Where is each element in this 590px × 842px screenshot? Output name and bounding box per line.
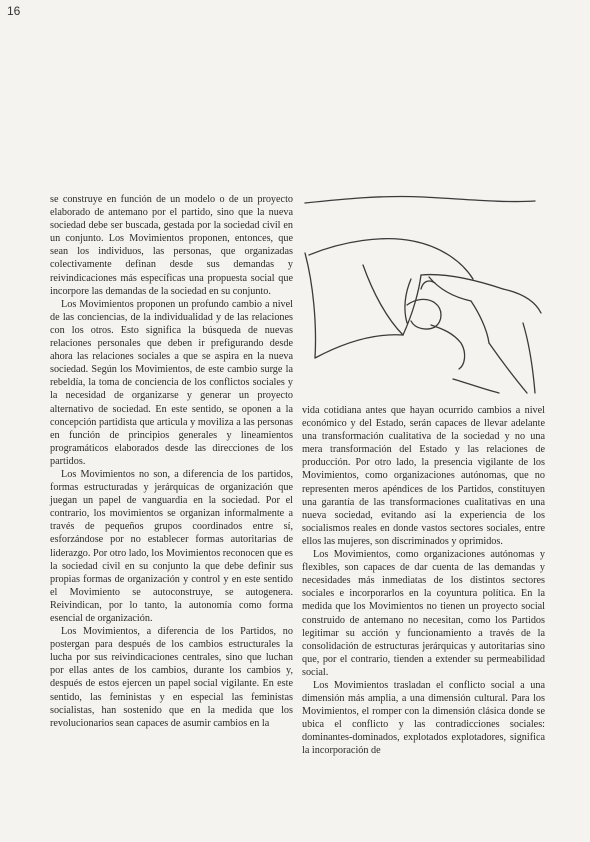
drawing-icon <box>303 193 543 396</box>
paragraph: Los Movimientos proponen un profundo cambio a nivel de las conciencias, de la individualidad y de las relaciones con los otros. Esto significa la búsqueda de nuevas relaciones personales que deben ir prefigurando desde ahora las relaciones sociales a que se aspira en la nueva sociedad. Según los Movimientos, de este cambio surge la rebeldía, la toma de conciencia de los conflictos sociales y la necesidad de organizarse y generar un proyecto alternativo de sociedad. En este sentido, se oponen a la concepción partidista que articula y moviliza a las personas en función de principios generales y lineamientos programáticos elaborados desde las direcciones de los partidos. <box>50 298 293 467</box>
paragraph: Los Movimientos no son, a diferencia de los partidos, formas estructuradas y jerárquicas de organización que juegan un papel de vanguardia en la sociedad. Por el contrario, los movimientos se organizan informalmente a través de pequeños grupos coordinados entre sí, esforzándose por no establecer formas autoritarias de liderazgo. Por otro lado, los Movimientos reconocen que es la sociedad civil en su conjunto la que debe definir sus propias formas de organización y control y en este sentido el Movimiento se autoconstruye, se autogenera. Reivindican, por lo tanto, la autonomía como forma esencial de organización. <box>50 468 293 624</box>
paragraph: Los Movimientos trasladan el conflicto social a una dimensión más amplia, a una dimensión cultural. Para los Movimientos, el romper con la dimensión clásica donde se ubica el conflicto y las contradicciones sociales: dominantes-dominados, explotados explotadores, significa la incorporación de <box>302 679 545 757</box>
paragraph: Los Movimientos, como organizaciones autónomas y flexibles, son capaces de dar cuenta de las demandas y necesidades más inmediatas de los distintos sectores sociales e incorporarlos en la coyuntura política. En la medida que los Movimientos no tienen un proyecto social construido de antemano no necesitan, como los Partidos legitimar su acción y funcionamiento a través de la consolidación de estructuras jerárquicas y autoritarias sino que, por el contrario, tienden a extender su permeabilidad social. <box>302 549 545 678</box>
right-column <box>302 404 545 758</box>
paragraph: se construye en función de un modelo o de un proyecto elaborado de antemano por el partido, sino que la nueva sociedad debe ser buscada, gestada por la sociedad civil en un conjunto. Los Movimientos proponen, entonces, que sean los individuos, las personas, que organizadas colectivamente definan desde sus demandas y reivindicaciones más específicas una propuesta social que incorpore las demandas de la sociedad en su conjunto. <box>50 194 293 297</box>
page-number: 16 <box>7 4 21 18</box>
paragraph: Los Movimientos, a diferencia de los Partidos, no postergan para después de los cambios estructurales la lucha por sus reivindicaciones centrales, sino que luchan por ellas antes de los cambios, durante los cambios y, después de estos ejercen un papel social vigilante. En este sentido, las feministas y en especial las feministas socialistas, han sostenido que en la medida que los revolucionarios sean capaces de asumir cambios en la <box>50 626 293 729</box>
left-column <box>50 193 293 730</box>
paragraph: vida cotidiana antes que hayan ocurrido cambios a nivel económico y del Estado, serán capaces de llevar adelante una transformación cualitativa de la sociedad y no una mera transformación del Estado y las relaciones de producción. Por otro lado, la presencia vigilante de los Movimientos, como organizaciones autónomas, que no representen meros apéndices de los Partidos, constituyen una garantía de las transformaciones cualitativas en una nueva sociedad, evitando así la experiencia de los socialismos reales en donde vastos sectores sociales, entre ellos las mujeres, son discriminados y oprimidos. <box>302 405 545 547</box>
